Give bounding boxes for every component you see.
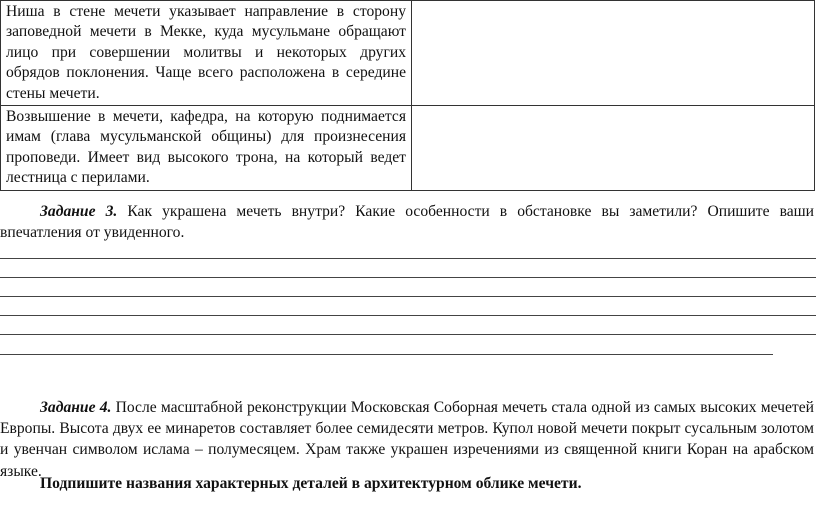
task-4-instruction: Подпишите названия характерных деталей в архитектурном облике мечети. xyxy=(40,475,582,492)
task-4-paragraph xyxy=(0,397,814,482)
definitions-table xyxy=(0,0,815,191)
table-row xyxy=(1,1,815,106)
answer-line-2[interactable] xyxy=(0,277,816,278)
answer-line-1[interactable] xyxy=(0,258,816,259)
task-4-text: После масштабной реконструкции Московская Соборная мечеть стала одной из самых высоких мечетей Европы. Высота двух ее минаретов составляет более семидесяти метров. Купол новой мечети покрыт сусальным золотом и увенчан символом ислама – полумесяцем. Храм также украшен изречениями из священной книги Коран на арабском языке. xyxy=(0,399,814,480)
answer-cell[interactable] xyxy=(412,106,815,191)
task-3-label: Задание 3. xyxy=(40,203,118,220)
task-3-text: Как украшена мечеть внутри? Какие особенности в обстановке вы заметили? Опишите ваши впечатления от увиденного. xyxy=(0,203,815,242)
answer-line-6[interactable] xyxy=(0,354,773,355)
table-row xyxy=(1,106,815,191)
task-3-paragraph xyxy=(0,201,814,243)
task-4-label: Задание 4. xyxy=(40,399,112,416)
answer-line-3[interactable] xyxy=(0,296,816,297)
definition-cell: Возвышение в мечети, кафедра, на которую поднимается имам (глава мусульманской общины) для произнесения проповеди. Имеет вид высокого трона, на который ведет лестница с перилами. xyxy=(1,106,412,191)
answer-cell[interactable] xyxy=(412,1,815,106)
answer-line-5[interactable] xyxy=(0,334,816,335)
answer-line-4[interactable] xyxy=(0,315,816,316)
definition-cell: Ниша в стене мечети указывает направление в сторону заповедной мечети в Мекке, куда мусульмане обращают лицо при совершении молитвы и некоторых других обрядов поклонения. Чаще всего расположена в середине стены мечети. xyxy=(1,1,412,106)
